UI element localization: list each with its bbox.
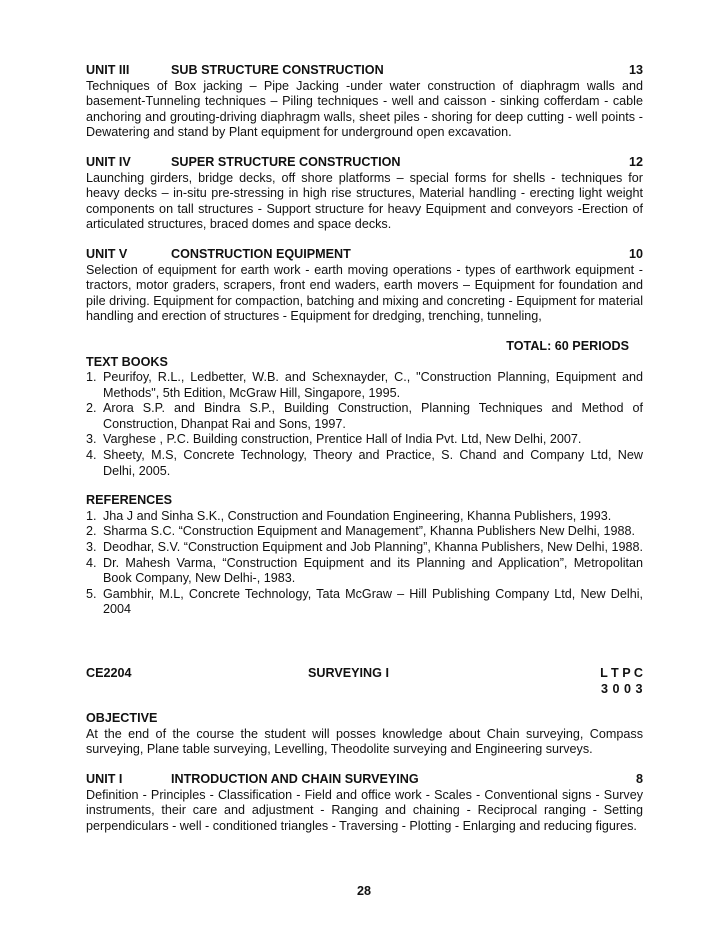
unit-1-header [86,772,643,788]
course-credits: 3 0 0 3 [600,681,643,696]
textbook-text: Varghese , P.C. Building construction, Prentice Hall of India Pvt. Ltd, New Delhi, 2007. [103,432,582,447]
course-header [86,666,643,682]
references-list [86,509,643,618]
unit-1-body: Definition - Principles - Classification - Field and office work - Scales - Conventional signs - Survey instruments, their care and adjustment - Ranging and chaining - Reciprocal ranging - Setting perpendiculars - well - conditioned triangles - Traversing - Plotting - Enlarging and reducing figures. [86,787,643,833]
textbook-item [86,401,643,432]
objective-heading: OBJECTIVE [86,711,158,726]
document-page [86,63,643,834]
unit-1-hours: 8 [635,771,643,786]
reference-text: Jha J and Sinha S.K., Construction and Foundation Engineering, Khanna Publishers, 1993. [103,508,612,523]
textbook-number: 3. [86,432,97,447]
reference-number: 4. [86,555,97,570]
page-number: 28 [356,884,371,898]
unit-4-body: Launching girders, bridge decks, off shore platforms – special forms for shells - techniques for heavy decks – in-situ pre-stressing in high rise structures, Material handling - erecting light weight components on tall structures - Support structure for heavy Equipment and conveyors -Erection of articulated structures, braced domes and space decks. [86,170,643,232]
unit-3-hours: 13 [628,63,643,77]
textbook-item [86,432,643,448]
reference-text: Gambhir, M.L, Concrete Technology, Tata McGraw – Hill Publishing Company Ltd, New Delhi, 2004 [103,586,643,617]
reference-text: Sharma S.C. “Construction Equipment and Management”, Khanna Publishers New Delhi, 1988. [103,524,636,539]
reference-item [86,509,643,525]
unit-4-hours: 12 [628,154,643,169]
reference-item [86,540,643,556]
unit-1-title: INTRODUCTION AND CHAIN SURVEYING [171,771,419,786]
unit-5-label: UNIT V [86,246,128,261]
reference-text: Dr. Mahesh Varma, “Construction Equipment and its Planning and Application”, Metropolitan Book Company, New Delhi-, 1983. [103,555,643,586]
textbook-number: 4. [86,448,97,463]
unit-3-header [86,63,643,79]
textbook-text: Peurifoy, R.L., Ledbetter, W.B. and Schexnayder, C., "Construction Planning, Equipment and Methods", 5th Edition, McGraw Hill, Singapore, 1995. [103,370,643,400]
unit-4-header [86,155,643,171]
reference-number: 3. [86,540,97,555]
unit-5-hours: 10 [628,246,643,261]
textbooks-heading: TEXT BOOKS [86,354,168,369]
textbook-item [86,448,643,479]
course-code: CE2204 [86,666,132,680]
reference-item [86,587,643,618]
unit-4-label: UNIT IV [86,154,131,169]
textbook-item [86,370,643,401]
unit-3-label: UNIT III [86,63,130,77]
course-ltpc: L T P C [600,666,643,680]
objective-body: At the end of the course the student will posses knowledge about Chain surveying, Compass surveying, Plane table surveying, Levelling, Theodolite surveying and Engineering surveys. [86,726,643,757]
course-title: SURVEYING I [308,666,389,680]
textbook-text: Arora S.P. and Bindra S.P., Building Construction, Planning Techniques and Method of Construction, Dhanpat Rai and Sons, 1997. [103,401,643,431]
reference-number: 1. [86,508,97,523]
reference-item [86,556,643,587]
unit-5-header [86,247,643,263]
reference-text: Deodhar, S.V. “Construction Equipment and Job Planning”, Khanna Publishers, New Delhi, 1988. [103,540,643,555]
textbook-number: 1. [86,370,97,385]
total-periods: TOTAL: 60 PERIODS [506,338,629,353]
unit-5-body: Selection of equipment for earth work - earth moving operations - types of earthwork equipment - tractors, motor graders, scrapers, front end waders, earth movers – Equipment for foundation and pile driving. Equipment for compaction, batching and mixing and concreting - Equipment for material handling and erection of structures - Equipment for dredging, trenching, tunneling, [86,262,643,324]
reference-item [86,524,643,540]
textbook-text: Sheety, M.S, Concrete Technology, Theory and Practice, S. Chand and Company Ltd, New Delhi, 2005. [103,448,643,478]
unit-3-title: SUB STRUCTURE CONSTRUCTION [171,63,384,77]
unit-3-body: Techniques of Box jacking – Pipe Jacking -under water construction of diaphragm walls and basement-Tunneling techniques – Piling techniques - well and caisson - sinking cofferdam - cable anchoring and grouting-driving diaphragm walls, sheet piles - shoring for deep cutting - well points -Dewatering and stand by Plant equipment for underground open excavation. [86,78,643,140]
reference-number: 5. [86,586,97,601]
unit-5-title: CONSTRUCTION EQUIPMENT [171,246,351,261]
textbook-number: 2. [86,401,97,416]
reference-number: 2. [86,524,97,539]
textbooks-list [86,370,643,479]
unit-1-label: UNIT I [86,771,123,786]
references-heading: REFERENCES [86,493,173,508]
unit-4-title: SUPER STRUCTURE CONSTRUCTION [171,154,401,169]
